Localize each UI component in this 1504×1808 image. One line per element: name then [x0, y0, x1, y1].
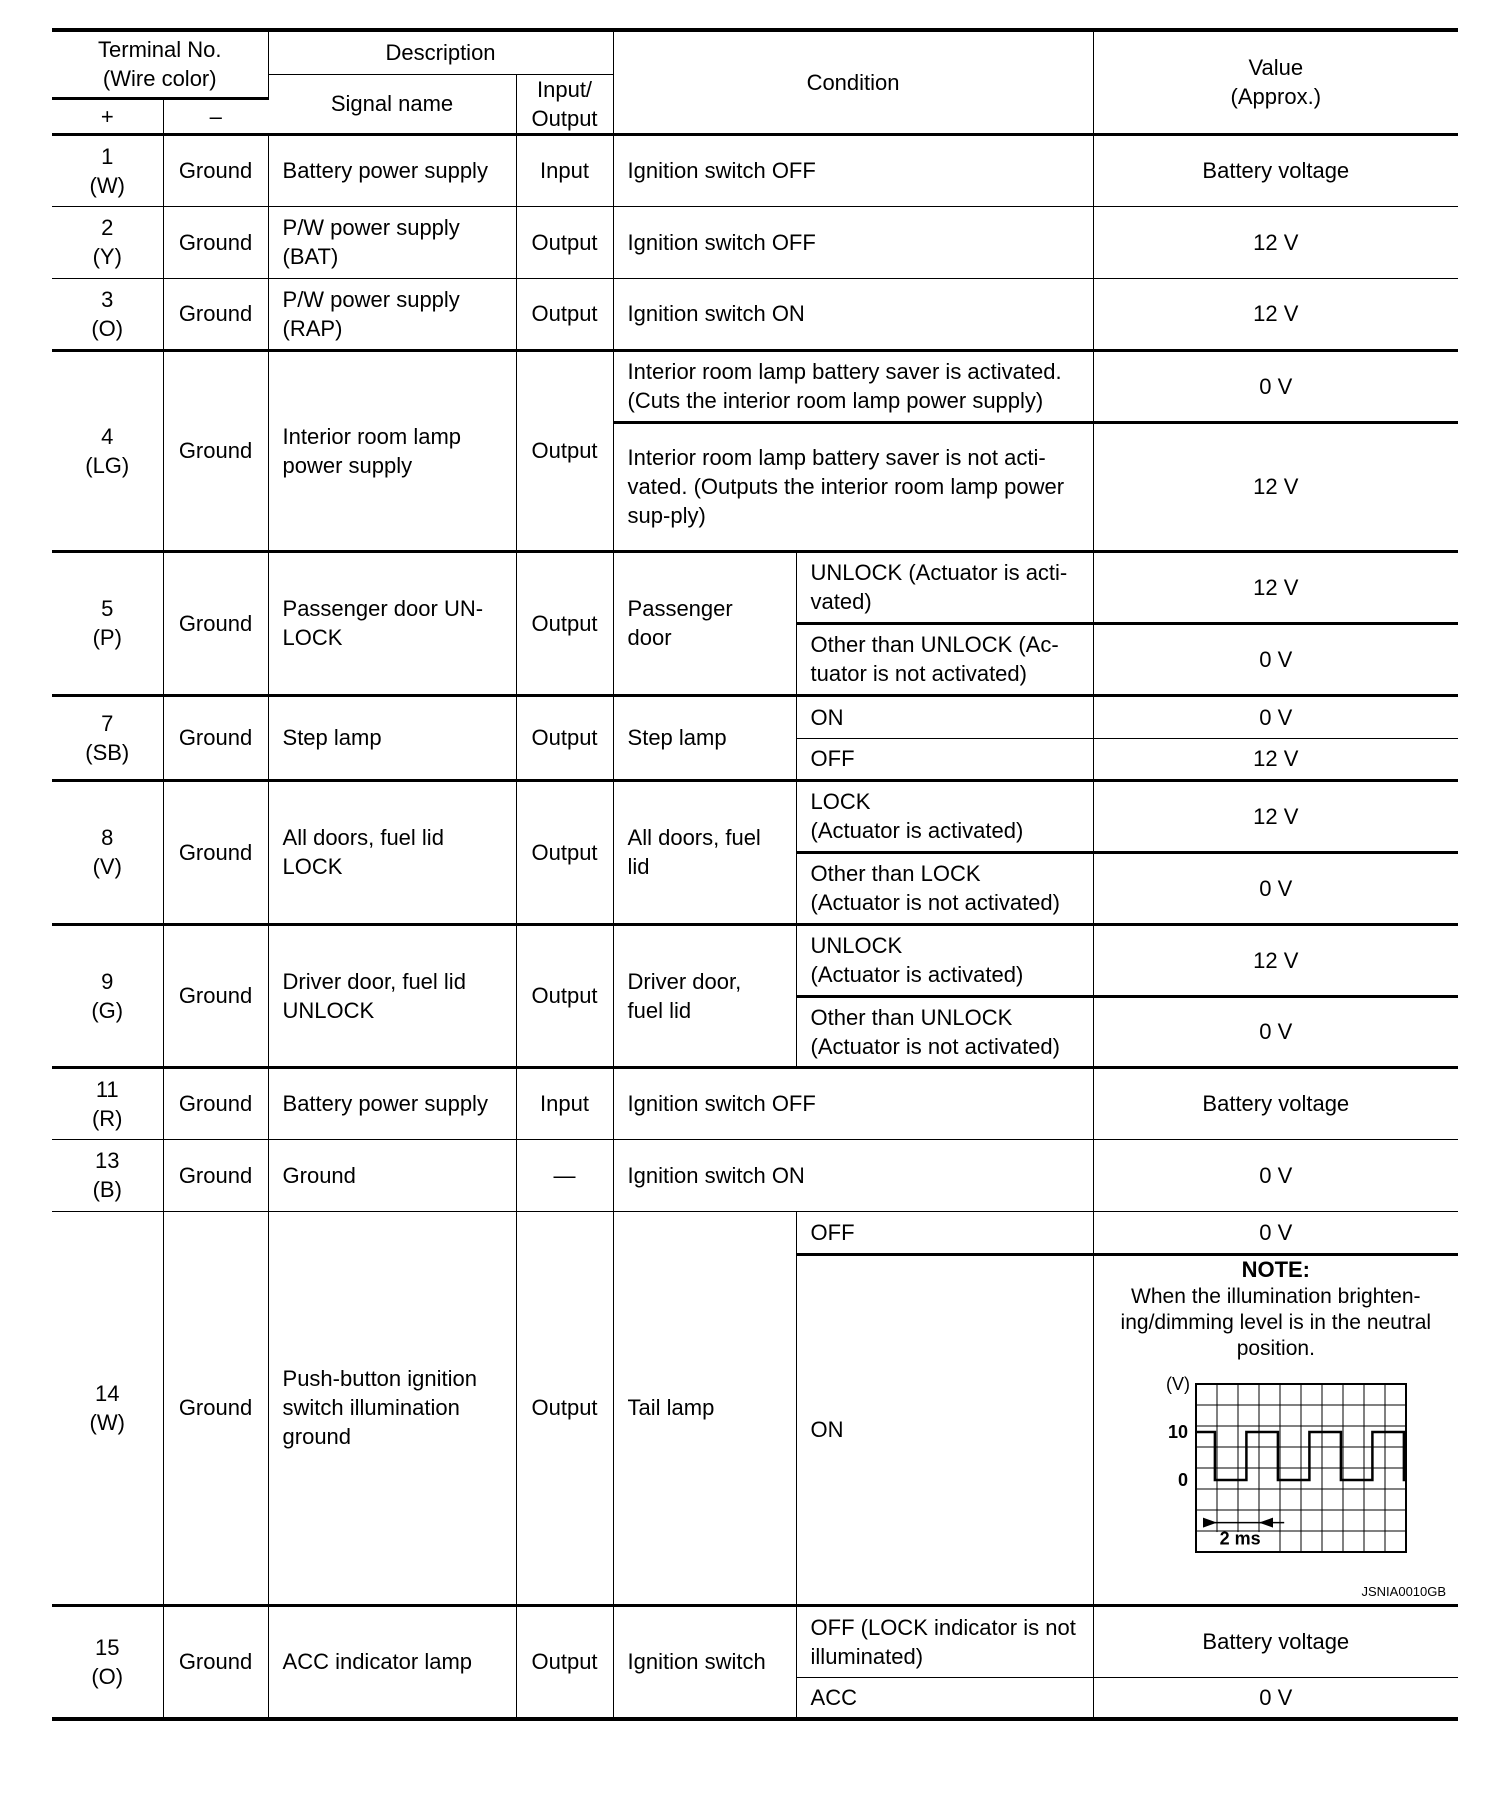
signal-name: ACC indicator lamp [268, 1605, 516, 1719]
note-title: NOTE: [1241, 1256, 1311, 1282]
table-row [52, 278, 1458, 350]
negative-terminal: Ground [163, 206, 268, 278]
condition: Ignition switch OFF [613, 1067, 1093, 1139]
condition-b [796, 852, 1093, 924]
input-output: Output [516, 1211, 613, 1605]
signal-name: Passenger door UN-LOCK [268, 551, 516, 695]
terminal-number-cell [52, 206, 163, 278]
wire-color: (B) [92, 1177, 122, 1202]
condition-b-note: (Actuator is not activated) [810, 1033, 1060, 1059]
value-a: 12 V [1093, 924, 1458, 996]
value-b: 0 V [1093, 1677, 1458, 1719]
input-output: Input [516, 134, 613, 206]
input-output: Output [516, 780, 613, 924]
value: 12 V [1093, 278, 1458, 350]
condition-main: Step lamp [613, 695, 796, 780]
condition-main: All doors, fuel lid [613, 780, 796, 924]
time-scale-arrow-right [1259, 1517, 1273, 1527]
signal-name: Interior room lamp power supply [268, 350, 516, 551]
negative-terminal: Ground [163, 1605, 268, 1719]
input-output: Output [516, 206, 613, 278]
value: 12 V [1093, 206, 1458, 278]
terminal-table [52, 28, 1458, 1721]
terminal-number: 8 [101, 825, 114, 850]
wire-color: (LG) [85, 452, 130, 478]
input-output: Input [516, 1067, 613, 1139]
terminal-number-cell [52, 780, 163, 924]
terminal-number-cell [52, 1067, 163, 1139]
wire-color: (G) [91, 997, 124, 1023]
header-value-label: Value [1248, 55, 1304, 81]
wire-color: (R) [91, 1105, 123, 1131]
value-a: 0 V [1093, 1211, 1458, 1254]
value-a: 12 V [1093, 780, 1458, 852]
terminal-number-cell [52, 350, 163, 551]
table-row [52, 924, 1458, 996]
header-input-output [516, 74, 613, 134]
input-output: Output [516, 1605, 613, 1719]
condition-a-state: LOCK [810, 789, 871, 814]
condition-main: Ignition switch [613, 1605, 796, 1719]
wire-color: (P) [92, 625, 122, 650]
y-tick-0: 0 [1177, 1469, 1188, 1490]
terminal-number: 2 [101, 215, 114, 240]
header-condition: Condition [613, 30, 1093, 134]
wire-color: (O) [91, 315, 124, 341]
wire-color: (SB) [85, 739, 130, 765]
table-row [52, 551, 1458, 623]
header-terminal-label: Terminal No. [98, 37, 222, 63]
oscilloscope-chart [1126, 1370, 1426, 1580]
table-row [52, 1067, 1458, 1139]
condition-b: Interior room lamp battery saver is not acti-vated. (Outputs the interior room lamp power sup-ply) [613, 422, 1093, 551]
wire-color: (W) [89, 1409, 125, 1435]
condition-b: Other than UNLOCK (Ac-tuator is not activated) [796, 623, 1093, 695]
condition-main: Tail lamp [613, 1211, 796, 1605]
table-row [52, 695, 1458, 738]
negative-terminal: Ground [163, 695, 268, 780]
condition-b-note: (Actuator is not activated) [810, 890, 1060, 915]
header-description: Description [268, 30, 613, 74]
table-row [52, 206, 1458, 278]
signal-name: All doors, fuel lid LOCK [268, 780, 516, 924]
condition-a-state: UNLOCK [810, 933, 903, 958]
table-row [52, 1605, 1458, 1677]
terminal-number: 5 [101, 596, 114, 621]
value: 0 V [1093, 1139, 1458, 1211]
wire-color: (W) [89, 172, 125, 198]
value-note-cell [1093, 1254, 1458, 1605]
condition-b-state: Other than UNLOCK [810, 1004, 1013, 1030]
condition-main: Driver door, fuel lid [613, 924, 796, 1067]
signal-name: Battery power supply [268, 1067, 516, 1139]
signal-name: P/W power supply (BAT) [268, 206, 516, 278]
condition-b [796, 996, 1093, 1067]
time-scale-label: 2 ms [1219, 1528, 1261, 1549]
condition-a: OFF [796, 1211, 1093, 1254]
table-row [52, 1139, 1458, 1211]
terminal-number: 9 [101, 968, 114, 994]
header-signal-name: Signal name [268, 74, 516, 134]
negative-terminal: Ground [163, 278, 268, 350]
negative-terminal: Ground [163, 551, 268, 695]
negative-terminal: Ground [163, 1211, 268, 1605]
condition-a: UNLOCK (Actuator is acti-vated) [796, 551, 1093, 623]
condition: Ignition switch OFF [613, 134, 1093, 206]
figure-id: JSNIA0010GB [1361, 1583, 1447, 1599]
value-b: 0 V [1093, 852, 1458, 924]
signal-name: Push-button ignition switch illumination ground [268, 1211, 516, 1605]
condition-a-note: (Actuator is activated) [810, 818, 1024, 843]
condition-a: OFF (LOCK indicator is not illuminated) [796, 1605, 1093, 1677]
table-row [52, 350, 1458, 422]
negative-terminal: Ground [163, 350, 268, 551]
signal-name: Driver door, fuel lid UNLOCK [268, 924, 516, 1067]
condition-a: Interior room lamp battery saver is activated. (Cuts the interior room lamp power supply) [613, 350, 1093, 422]
value: Battery voltage [1093, 1067, 1458, 1139]
header-approx-label: (Approx.) [1230, 84, 1322, 110]
input-output: Output [516, 551, 613, 695]
signal-name: Step lamp [268, 695, 516, 780]
terminal-number-cell [52, 924, 163, 1067]
input-output: Output [516, 278, 613, 350]
header-plus: + [52, 98, 163, 134]
negative-terminal: Ground [163, 1139, 268, 1211]
value-b: 12 V [1093, 738, 1458, 780]
terminal-number: 11 [95, 1076, 119, 1102]
terminal-number: 14 [95, 1380, 120, 1406]
value-a: 12 V [1093, 551, 1458, 623]
time-scale-arrow-left [1203, 1517, 1217, 1527]
wire-color: (V) [92, 854, 122, 879]
value-a: 0 V [1093, 350, 1458, 422]
input-output: Output [516, 350, 613, 551]
header-io-line1: Input/ [537, 76, 593, 102]
terminal-number-cell [52, 278, 163, 350]
value-a: Battery voltage [1093, 1605, 1458, 1677]
negative-terminal: Ground [163, 1067, 268, 1139]
condition-a [796, 780, 1093, 852]
signal-name: Ground [268, 1139, 516, 1211]
value-b: 0 V [1093, 623, 1458, 695]
wire-color: (O) [91, 1663, 124, 1689]
terminal-number-cell [52, 1211, 163, 1605]
condition-b: ON [796, 1254, 1093, 1605]
negative-terminal: Ground [163, 924, 268, 1067]
condition: Ignition switch OFF [613, 206, 1093, 278]
input-output: Output [516, 924, 613, 1067]
table-row [52, 1211, 1458, 1254]
note-text: When the illumination brighten-ing/dimming level is in the neutral position. [1120, 1284, 1432, 1360]
condition-b: OFF [796, 738, 1093, 780]
y-tick-10: 10 [1167, 1421, 1188, 1442]
signal-name: P/W power supply (RAP) [268, 278, 516, 350]
input-output: — [516, 1139, 613, 1211]
condition-b-state: Other than LOCK [810, 861, 981, 886]
terminal-number: 4 [101, 423, 114, 449]
table-row [52, 134, 1458, 206]
terminal-number: 13 [95, 1148, 120, 1173]
value-b: 12 V [1093, 422, 1458, 551]
terminal-number: 15 [95, 1634, 120, 1660]
value-b: 0 V [1093, 996, 1458, 1067]
terminal-number-cell [52, 1139, 163, 1211]
terminal-number-cell [52, 695, 163, 780]
input-output: Output [516, 695, 613, 780]
terminal-number-cell [52, 551, 163, 695]
condition-a-note: (Actuator is activated) [810, 962, 1024, 987]
wire-color: (Y) [92, 244, 122, 269]
signal-name: Battery power supply [268, 134, 516, 206]
negative-terminal: Ground [163, 780, 268, 924]
header-minus: – [163, 98, 268, 134]
condition: Ignition switch ON [613, 278, 1093, 350]
value: Battery voltage [1093, 134, 1458, 206]
terminal-number: 1 [101, 143, 114, 169]
terminal-number: 7 [101, 710, 114, 736]
terminal-number: 3 [101, 286, 114, 312]
value-a: 0 V [1093, 695, 1458, 738]
negative-terminal: Ground [163, 134, 268, 206]
condition: Ignition switch ON [613, 1139, 1093, 1211]
table-row [52, 780, 1458, 852]
condition-b: ACC [796, 1677, 1093, 1719]
header-terminal-no [52, 30, 268, 98]
oscilloscope-figure [1126, 1370, 1426, 1580]
condition-a: ON [796, 695, 1093, 738]
scope-grid [1196, 1384, 1406, 1552]
header-io-line2: Output [531, 105, 598, 131]
header-value [1093, 30, 1458, 134]
condition-main: Passenger door [613, 551, 796, 695]
header-wire-color-label: (Wire color) [102, 66, 217, 92]
terminal-number-cell [52, 134, 163, 206]
terminal-number-cell [52, 1605, 163, 1719]
y-axis-label: (V) [1165, 1373, 1190, 1394]
condition-a [796, 924, 1093, 996]
